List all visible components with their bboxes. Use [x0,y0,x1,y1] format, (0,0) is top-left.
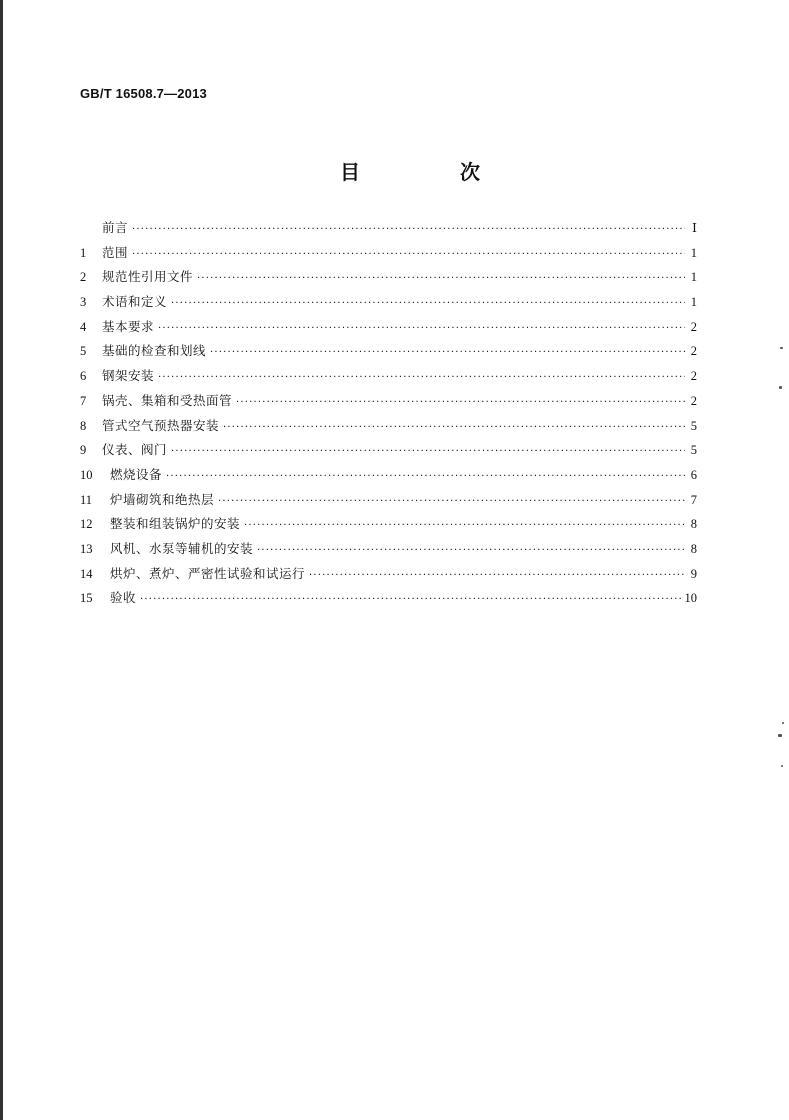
toc-entry-title: 炉墙砌筑和绝热层 [110,491,215,507]
toc-entry-title: 管式空气预热器安装 [102,417,220,433]
toc-leader-dots [218,496,685,507]
toc-entry-title: 术语和定义 [102,294,168,310]
toc-entry[interactable] [80,366,697,391]
toc-leader-dots [197,273,685,284]
toc-leader-dots [171,446,685,457]
toc-entry-number: 2 [80,270,87,285]
toc-entry-page: 7 [690,492,697,507]
toc-entry[interactable] [80,465,697,490]
toc-entry-page: 2 [690,344,697,359]
toc-entry-number: 8 [80,418,87,433]
toc-entry-title: 规范性引用文件 [102,269,194,285]
toc-entry-page: 9 [690,566,697,581]
toc-entry[interactable] [80,292,697,317]
toc-entry[interactable] [80,391,697,416]
toc-entry-page: 8 [690,517,697,532]
toc-entry[interactable] [80,341,697,366]
page-title: 目 次 [340,160,520,184]
toc-entry-page: 2 [690,393,697,408]
toc-entry-title: 前言 [102,220,129,235]
toc-entry[interactable] [80,317,697,342]
toc-entry-page: 1 [690,270,697,285]
toc-entry-page: 2 [690,369,697,384]
toc-entry-page: 2 [690,319,697,334]
toc-leader-dots [166,471,685,482]
toc-leader-dots [132,249,685,260]
toc-leader-dots [158,323,685,334]
toc-entry-number: 6 [80,369,87,384]
toc-entry-title: 钢架安装 [102,368,155,384]
toc-entry-title: 基础的检查和划线 [102,343,207,359]
toc-leader-dots [171,298,685,309]
toc-entry[interactable] [80,243,697,268]
toc-entry-number: 13 [80,541,93,556]
toc-entry-page: Ⅰ [692,221,697,235]
scan-speck [782,722,784,724]
toc-leader-dots [223,422,685,433]
scan-speck [781,765,783,767]
toc-entry-title: 风机、水泵等辅机的安装 [110,540,254,556]
toc-entry-page: 10 [684,591,697,606]
toc-entry-title: 范围 [102,244,129,260]
toc-leader-dots [244,520,685,531]
toc-entry-page: 8 [690,541,697,556]
toc-leader-dots [257,545,685,556]
page-left-border [0,0,3,1120]
toc-entry-page: 1 [690,295,697,310]
toc-entry-title: 整装和组装锅炉的安装 [110,516,241,532]
toc-entry[interactable] [80,440,697,465]
standard-code: GB/T 16508.7—2013 [80,86,207,101]
toc-entry-page: 5 [690,418,697,433]
toc-entry-page: 6 [690,467,697,482]
toc-entry[interactable] [80,539,697,564]
toc-entry[interactable] [80,267,697,292]
toc-leader-dots [309,570,685,581]
table-of-contents [80,218,697,613]
scan-speck [779,386,782,389]
toc-entry-page: 1 [690,245,697,260]
scan-speck [778,734,782,737]
toc-entry[interactable] [80,218,697,243]
toc-leader-dots [236,397,685,408]
toc-entry-number: 12 [80,517,93,532]
toc-entry-title: 基本要求 [102,318,155,334]
toc-leader-dots [132,224,685,235]
toc-entry[interactable] [80,514,697,539]
toc-entry-number: 15 [80,591,93,606]
toc-entry[interactable] [80,416,697,441]
toc-entry-number: 9 [80,443,87,458]
toc-entry-title: 验收 [110,590,137,606]
toc-entry-title: 烘炉、煮炉、严密性试验和试运行 [110,565,306,581]
toc-entry-number: 11 [80,492,93,507]
toc-entry-number: 10 [80,467,93,482]
toc-leader-dots [140,594,680,605]
toc-entry-number: 3 [80,295,87,310]
toc-entry-number: 7 [80,393,87,408]
toc-entry-title: 锅壳、集箱和受热面管 [102,392,233,408]
toc-entry-number: 4 [80,319,87,334]
toc-entry-page: 5 [690,443,697,458]
toc-entry-number: 1 [80,245,87,260]
toc-leader-dots [210,347,685,358]
toc-leader-dots [158,372,685,383]
toc-entry-title: 仪表、阀门 [102,442,168,458]
scan-speck [780,347,783,349]
toc-entry[interactable] [80,588,697,613]
toc-entry-number: 14 [80,566,93,581]
toc-entry[interactable] [80,564,697,589]
toc-entry-number: 5 [80,344,87,359]
toc-entry-title: 燃烧设备 [110,466,163,482]
toc-entry[interactable] [80,490,697,515]
